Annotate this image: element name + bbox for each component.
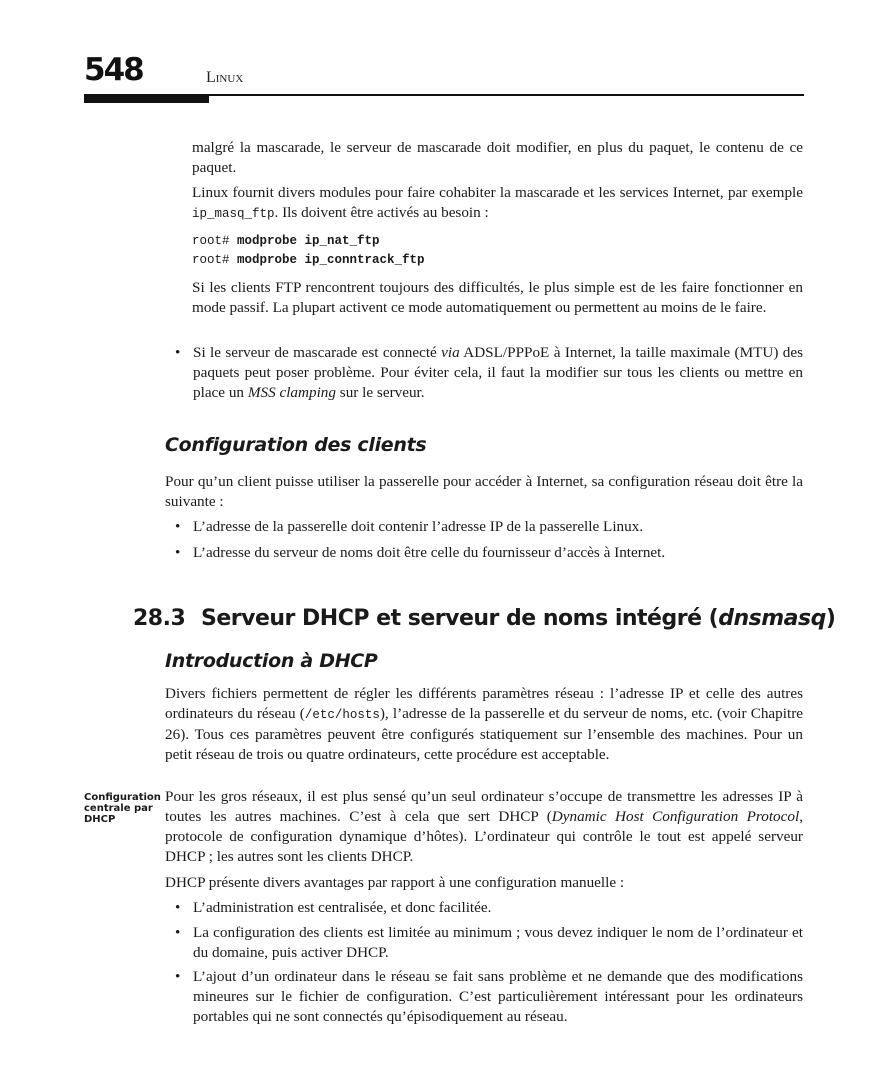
section-title: Serveur DHCP et serveur de noms intégré ( bbox=[201, 606, 719, 631]
text: Pour les gros réseaux, il est plus sensé qu’un seul ordinateur s’occupe de transmettre les adresses IP à toutes les autres machines. C’est à cela que sert DHCP ( bbox=[165, 788, 803, 825]
bullet-icon: • bbox=[175, 924, 181, 941]
bullet-icon: • bbox=[175, 544, 181, 561]
section-title-end: ) bbox=[825, 606, 836, 631]
code-line bbox=[192, 232, 425, 251]
text: ), l’adresse de la passerelle et du serveur de noms, etc. (voir Chapitre 26). Tous ces paramètres peuvent être configurés statiquement sur l’ensemble des machines. Pour un petit réseau de trois ou quatre ordinateurs, cette procédure est acceptable. bbox=[165, 705, 803, 763]
command: modprobe ip_conntrack_ftp bbox=[237, 253, 425, 267]
section-number: 28.3 bbox=[133, 606, 186, 631]
header-rule-accent bbox=[84, 94, 209, 103]
code-line bbox=[192, 251, 425, 270]
inline-code: /etc/hosts bbox=[304, 708, 380, 722]
chapter-section-heading bbox=[133, 606, 835, 631]
list-item bbox=[175, 517, 803, 537]
paragraph-mascarade: malgré la mascarade, le serveur de mascarade doit modifier, en plus du paquet, le contenu de ce paquet. bbox=[192, 139, 803, 176]
bullet-icon: • bbox=[175, 968, 181, 985]
emphasis: MSS clamping bbox=[247, 384, 336, 401]
bullet-text: L’administration est centralisée, et donc facilitée. bbox=[193, 899, 492, 916]
bullet-text: L’adresse de la passerelle doit contenir l’adresse IP de la passerelle Linux. bbox=[193, 518, 644, 535]
paragraph-modules bbox=[192, 183, 803, 224]
command: modprobe ip_nat_ftp bbox=[237, 234, 380, 248]
bullet-text bbox=[193, 343, 803, 403]
text: ADSL/PPPoE à Internet, la taille maximale (MTU) des paquets peut poser problème. Pour éviter cela, il faut la modifier sur tous les clients ou mettre en place un bbox=[193, 344, 803, 401]
paragraph-dhcp-large-networks bbox=[165, 787, 803, 867]
prompt: root# bbox=[192, 253, 238, 267]
list-item bbox=[175, 543, 803, 563]
prompt: root# bbox=[192, 234, 238, 248]
page-header bbox=[84, 52, 804, 102]
page-number: 548 bbox=[84, 52, 143, 88]
text: Divers fichiers permettent de régler les différents paramètres réseau : l’adresse IP et celle des autres ordinateurs du réseau ( bbox=[165, 685, 803, 722]
text: . Ils doivent être activés au besoin : bbox=[274, 204, 489, 221]
list-item bbox=[175, 898, 803, 918]
list-item bbox=[175, 923, 803, 963]
inline-code: ip_masq_ftp bbox=[192, 207, 275, 221]
code-block bbox=[192, 232, 425, 270]
bullet-text: La configuration des clients est limitée au minimum ; vous devez indiquer le nom de l’ordinateur et du domaine, puis activer DHCP. bbox=[193, 924, 803, 961]
paragraph-client-intro: Pour qu’un client puisse utiliser la passerelle pour accéder à Internet, sa configuration réseau doit être la suivante : bbox=[165, 473, 803, 510]
text: , protocole de configuration dynamique d’hôtes). L’ordinateur qui contrôle le tout est appelé serveur DHCP ; les autres sont les clients DHCP. bbox=[165, 808, 803, 865]
bullet-icon: • bbox=[175, 899, 181, 916]
section-title-italic: dnsmasq bbox=[718, 606, 826, 631]
bullet-icon: • bbox=[175, 344, 181, 361]
text: sur le serveur. bbox=[336, 384, 425, 401]
text: Si le serveur de mascarade est connecté bbox=[193, 344, 442, 361]
emphasis: Dynamic Host Configuration Protocol bbox=[551, 808, 800, 825]
bullet-icon: • bbox=[175, 518, 181, 535]
section-heading: Configuration des clients bbox=[165, 434, 427, 456]
paragraph-ftp-passive: Si les clients FTP rencontrent toujours des difficultés, le plus simple est de les faire fonctionner en mode passif. La plupart activent ce mode automatiquement ou permettent au moins de le faire. bbox=[192, 279, 803, 316]
margin-note: Configuration centrale par DHCP bbox=[84, 792, 161, 825]
bullet-text: L’adresse du serveur de noms doit être celle du fournisseur d’accès à Internet. bbox=[193, 544, 666, 561]
bullet-text: L’ajout d’un ordinateur dans le réseau se fait sans problème et ne demande que des modifications mineures sur le fichier de configuration. C’est particulièrement intéressant pour les ordinateurs portables qui ne sont connectés qu’épisodiquement au réseau. bbox=[193, 968, 803, 1025]
paragraph-dhcp-advantages: DHCP présente divers avantages par rapport à une configuration manuelle : bbox=[165, 874, 625, 891]
section-heading: Introduction à DHCP bbox=[165, 650, 378, 672]
emphasis: via bbox=[441, 344, 460, 361]
list-item bbox=[175, 967, 803, 1027]
text: Linux fournit divers modules pour faire cohabiter la mascarade et les services Internet, par exemple bbox=[192, 184, 803, 201]
paragraph-dhcp-files bbox=[165, 684, 803, 765]
running-title: Linux bbox=[206, 69, 244, 86]
